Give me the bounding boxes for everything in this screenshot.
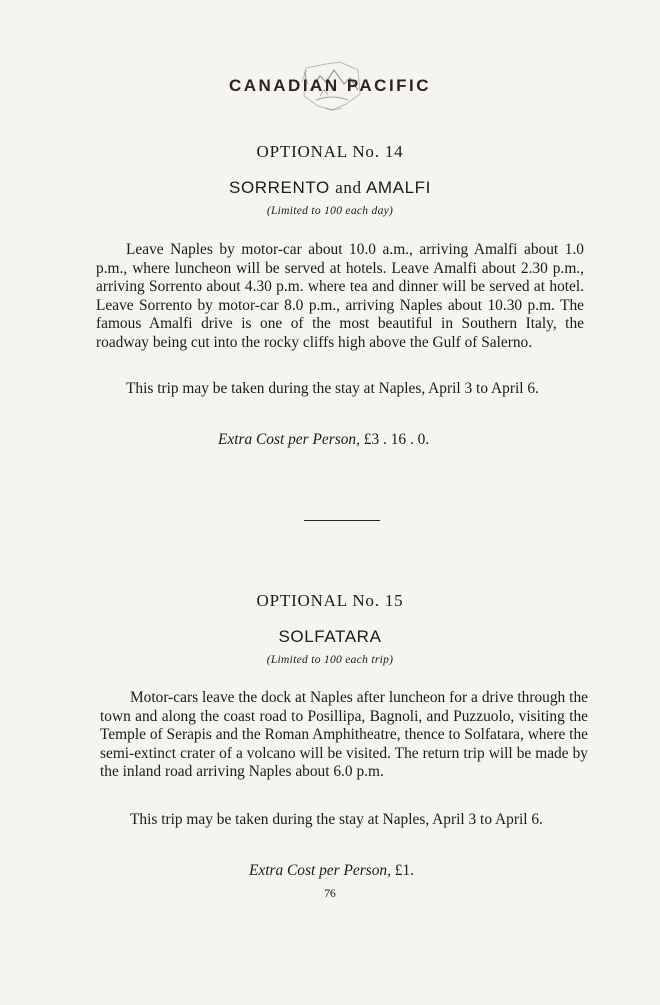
section-14-cost-line [218, 431, 518, 449]
section-14-paragraph-1: Leave Naples by motor-car about 10.0 a.m., arriving Amalfi about 1.0 p.m., where luncheon will be served at hotels. Leave Amalfi about 2.30 p.m., arriving Sorrento about 4.30 p.m. where tea and dinner will be served at hotel. Leave Sorrento by motor-car 8.0 p.m., arriving Naples about 10.30 p.m. The famous Amalfi drive is one of the most beautiful in Southern Italy, the roadway being cut into the rocky cliffs high above the Gulf of Salerno. [96, 241, 584, 351]
cost-value-15: £1. [394, 862, 415, 879]
page-number: 76 [324, 888, 336, 900]
title-part-sorrento: SORRENTO [229, 178, 330, 197]
optional-14-label: OPTIONAL No. 14 [256, 142, 404, 161]
section-15-cost-line [249, 862, 509, 880]
title-part-amalfi: AMALFI [365, 178, 431, 197]
optional-15-label: OPTIONAL No. 15 [256, 591, 404, 610]
cost-value-14: £3 . 16 . 0. [363, 431, 430, 448]
title-connector: and [335, 178, 362, 197]
sorrento-amalfi-title [0, 178, 660, 198]
limit-note-15: (Limited to 100 each trip) [266, 654, 394, 666]
section-14-paragraph-2: This trip may be taken during the stay at Naples, April 3 to April 6. [126, 380, 539, 397]
header-title: CANADIAN PACIFIC [228, 76, 432, 95]
cost-label-14: Extra Cost per Person, [218, 431, 360, 448]
solfatara-title: SOLFATARA [278, 627, 382, 646]
section-divider [304, 520, 380, 521]
cost-label-15: Extra Cost per Person, [249, 862, 391, 879]
page-header [0, 56, 660, 116]
section-15-paragraph-1: Motor-cars leave the dock at Naples after luncheon for a drive through the town and along the coast road to Posillipa, Bagnoli, and Puzzuolo, visiting the Temple of Serapis and the Roman Amphitheatre, thence to Solfatara, where the semi-extinct crater of a volcano will be visited. The return trip will be made by the inland road arriving Naples about 6.0 p.m. [100, 689, 588, 781]
section-15-paragraph-2: This trip may be taken during the stay at Naples, April 3 to April 6. [130, 811, 543, 828]
limit-note-14: (Limited to 100 each day) [266, 205, 394, 217]
